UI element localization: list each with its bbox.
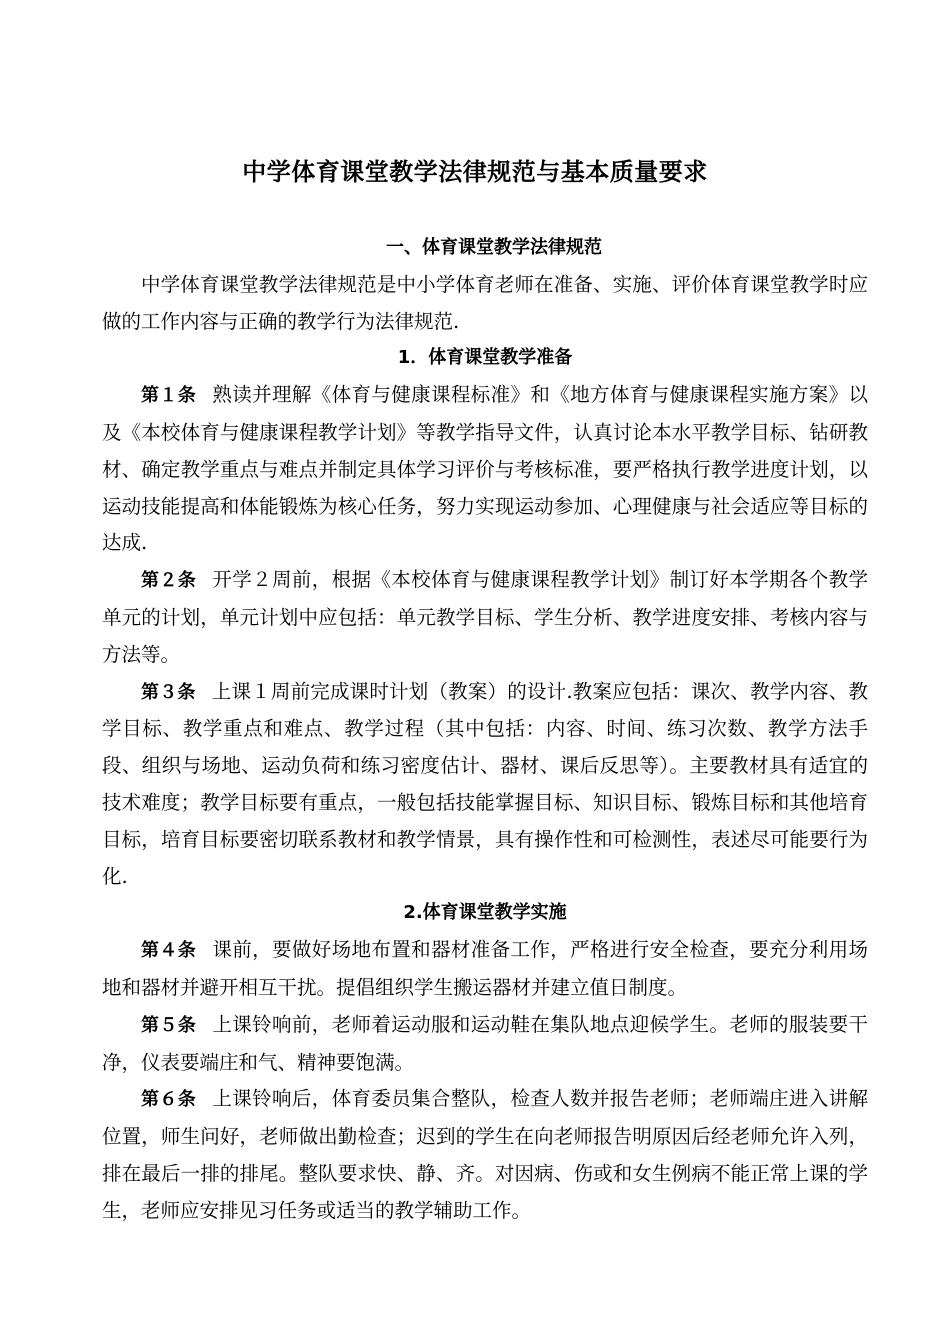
article-paragraph	[102, 674, 868, 896]
document-title: 中学体育课堂教学法律规范与基本质量要求	[242, 158, 708, 186]
article-number: 第１条	[141, 385, 197, 407]
article-number: 第２条	[141, 570, 197, 592]
article-text: 熟读并理解《体育与健康课程标准》和《地方体育与健康课程实施方案》以及《本校体育与健康课程教学计划》等教学指导文件，认真讨论本水平教学目标、钻研教材、确定教学重点与难点并制定具体学习评价与考核标准，要严格执行教学进度计划，以运动技能提高和体能锻炼为核心任务，努力实现运动参加、心理健康与社会适应等目标的达成.	[102, 383, 868, 555]
article-text: 开学２周前，根据《本校体育与健康课程教学计划》制订好本学期各个教学单元的计划，单元计划中应包括：单元教学目标、学生分析、教学进度安排、考核内容与方法等。	[102, 568, 868, 666]
article-number: 第４条	[141, 940, 197, 962]
section-intro-paragraph: 中学体育课堂教学法律规范是中小学体育老师在准备、实施、评价体育课堂教学时应做的工作内容与正确的教学行为法律规范.	[102, 272, 868, 333]
article-text: 上课铃响后，体育委员集合整队，检查人数并报告老师；老师端庄进入讲解位置，师生问好，老师做出勤检查；迟到的学生在向老师报告明原因后经老师允许入列，排在最后一排的排尾。整队要求快、静、齐。对因病、伤或和女生例病不能正常上课的学生，老师应安排见习任务或适当的教学辅助工作。	[102, 1087, 868, 1222]
article-number: 第６条	[141, 1089, 197, 1111]
article-number: 第５条	[141, 1014, 197, 1036]
article-paragraph	[102, 562, 868, 673]
subsection-heading-preparation: 1．体育课堂教学准备	[397, 347, 573, 369]
article-text: 上课１周前完成课时计划（教案）的设计.教案应包括：课次、教学内容、教学目标、教学重点和难点、教学过程（其中包括：内容、时间、练习次数、教学方法手段、组织与场地、运动负荷和练习密度估计、器材、课后反思等）。主要教材具有适宜的技术难度；教学目标要有重点，一般包括技能掌握目标、知识目标、锻炼目标和其他培育目标，培育目标要密切联系教材和教学情景，具有操作性和可检测性，表述尽可能要行为化.	[102, 679, 868, 888]
article-text: 课前，要做好场地布置和器材准备工作，严格进行安全检查，要充分利用场地和器材并避开相互干扰。提倡组织学生搬运器材并建立值日制度。	[102, 938, 868, 999]
article-paragraph	[102, 377, 868, 562]
article-number: 第３条	[141, 681, 196, 703]
article-paragraph	[102, 1007, 868, 1082]
article-paragraph	[102, 1081, 868, 1229]
subsection-heading-implementation: 2.体育课堂教学实施	[403, 902, 567, 924]
document-body	[102, 230, 868, 1230]
section-heading-1: 一、体育课堂教学法律规范	[386, 237, 602, 258]
article-paragraph	[102, 932, 868, 1007]
article-text: 上课铃响前，老师着运动服和运动鞋在集队地点迎候学生。老师的服装要干净，仪表要端庄和气、精神要饱满。	[102, 1012, 868, 1074]
